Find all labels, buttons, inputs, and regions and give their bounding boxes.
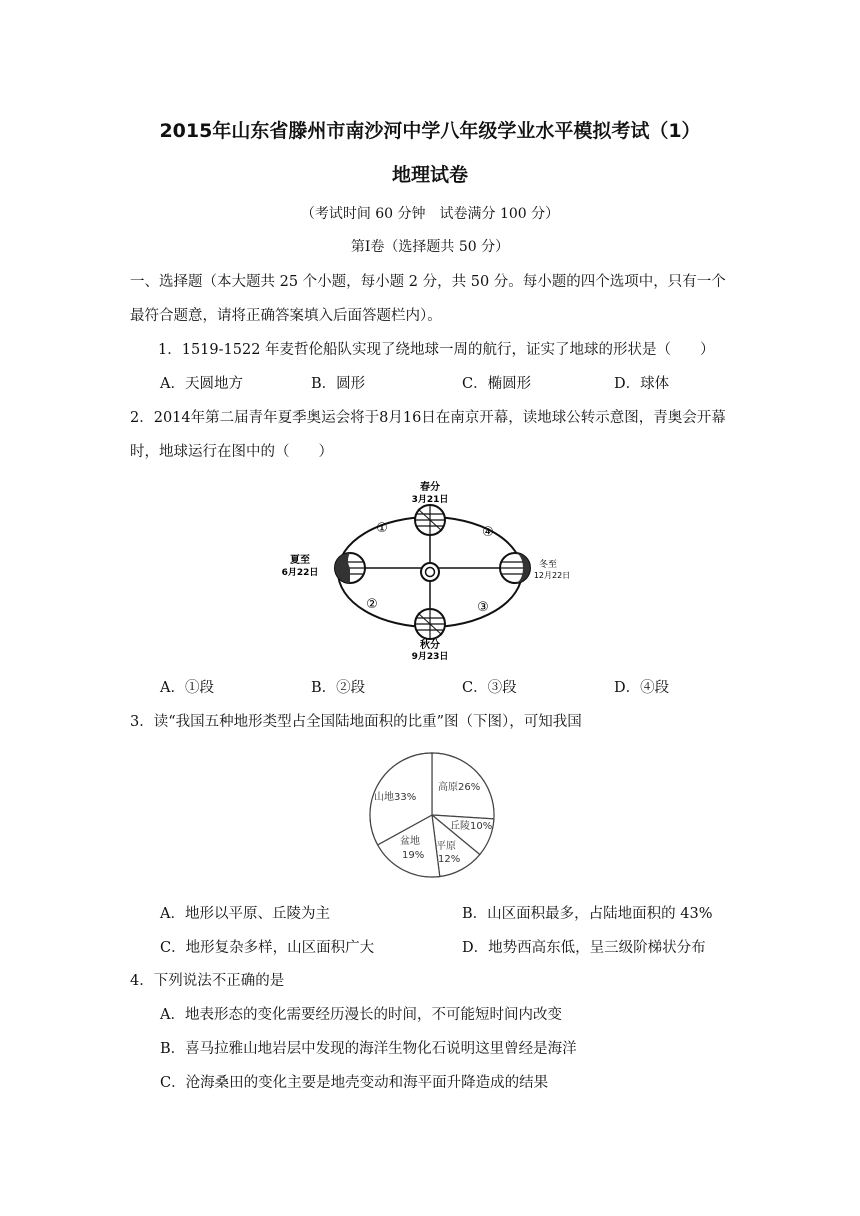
q2-option-a: A．①段 (160, 680, 214, 696)
earth-summer-icon (335, 553, 365, 583)
q1-option-d: D．球体 (614, 376, 670, 392)
section-heading: 第Ⅰ卷（选择题共 50 分） (350, 239, 510, 255)
segment-1-label: ① (376, 521, 388, 536)
instructions-line-2: 最符合题意，请将正确答案填入后面答题栏内）。 (130, 308, 442, 324)
page-title: 2015年山东省滕州市南沙河中学八年级学业水平模拟考试（1） (159, 120, 701, 142)
segment-3-label: ③ (477, 600, 489, 615)
q4-option-c: C．沧海桑田的变化主要是地壳变动和海平面升降造成的结果 (160, 1075, 549, 1091)
instructions-line-1: 一、选择题（本大题共 25 个小题，每小题 2 分，共 50 分。每小题的四个选项中，只有一个 (130, 274, 726, 290)
exam-info: （考试时间 60 分钟 试卷满分 100 分） (300, 206, 560, 222)
page-subtitle: 地理试卷 (391, 164, 468, 186)
winter-label: 冬至 (538, 560, 558, 570)
q2-option-d: D．④段 (614, 680, 670, 696)
earth-autumn-icon (415, 609, 445, 639)
question-2-stem-line-2: 时，地球运行在图中的（ ） (130, 444, 333, 460)
slice-label-basin-name: 盆地 (400, 836, 420, 847)
q2-option-b: B．②段 (311, 680, 366, 696)
slice-label-plain-name: 平原 (436, 841, 456, 852)
segment-4-label: ④ (482, 525, 494, 540)
q3-option-d: D．地势西高东低，呈三级阶梯状分布 (462, 940, 706, 956)
question-3-stem: 3．读“我国五种地形类型占全国陆地面积的比重”图（下图），可知我国 (130, 714, 582, 730)
question-1-stem: 1．1519-1522 年麦哲伦船队实现了绕地球一周的航行，证实了地球的形状是（ ） (158, 342, 715, 358)
spring-date: 3月21日 (411, 495, 449, 505)
spring-label: 春分 (420, 482, 440, 493)
autumn-date: 9月23日 (411, 652, 449, 660)
earth-orbit-diagram (280, 480, 580, 660)
slice-label-plateau: 高原26% (438, 782, 481, 793)
slice-label-mountain: 山地33% (374, 792, 417, 803)
slice-label-hills: 丘陵10% (450, 821, 493, 832)
q1-option-a: A．天圆地方 (160, 376, 243, 392)
q3-option-a: A．地形以平原、丘陵为主 (160, 906, 330, 922)
q2-option-c: C．③段 (462, 680, 517, 696)
slice-label-basin-value: 19% (402, 850, 425, 861)
slice-label-plain-value: 12% (438, 854, 461, 865)
q1-option-b: B．圆形 (311, 376, 366, 392)
earth-winter-icon (500, 553, 530, 583)
winter-date: 12月22日 (533, 571, 571, 580)
q4-option-b: B．喜马拉雅山地岩层中发现的海洋生物化石说明这里曾经是海洋 (160, 1041, 577, 1057)
landform-pie-chart (360, 750, 510, 890)
q3-option-c: C．地形复杂多样，山区面积广大 (160, 940, 375, 956)
q4-option-a: A．地表形态的变化需要经历漫长的时间，不可能短时间内改变 (160, 1007, 562, 1023)
autumn-label: 秋分 (420, 640, 440, 651)
segment-2-label: ② (366, 597, 378, 612)
q3-option-b: B．山区面积最多，占陆地面积的 43% (462, 906, 713, 922)
summer-date: 6月22日 (281, 568, 319, 578)
question-2-stem-line-1: 2．2014年第二届青年夏季奥运会将于8月16日在南京开幕，读地球公转示意图，青奥会开幕 (130, 410, 726, 426)
question-4-stem: 4．下列说法不正确的是 (130, 973, 285, 989)
q1-option-c: C．椭圆形 (462, 376, 532, 392)
sun-icon (421, 563, 439, 581)
earth-spring-icon (415, 505, 445, 535)
summer-label: 夏至 (290, 555, 310, 566)
